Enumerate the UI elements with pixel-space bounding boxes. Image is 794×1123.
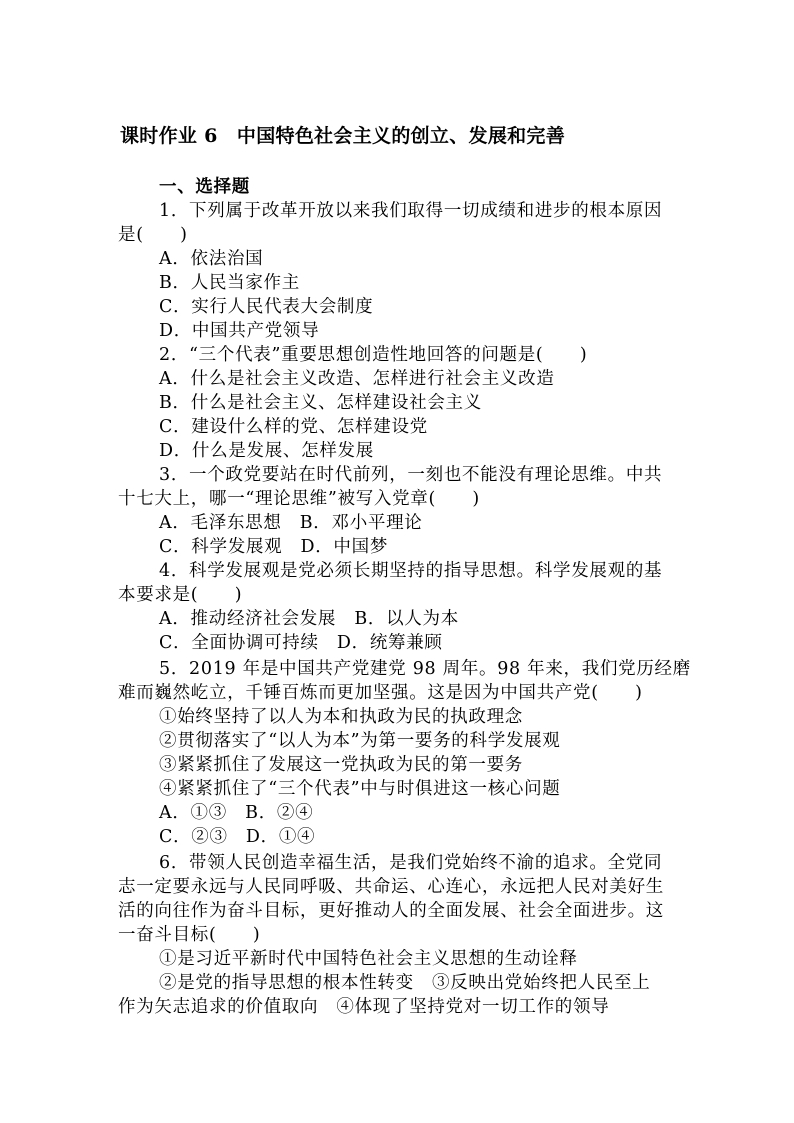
question-line: 是( )	[118, 225, 188, 245]
question-line: 志一定要永远与人民同呼吸、共命运、心连心，永远把人民对美好生	[118, 877, 664, 897]
question-line: 5．2019 年是中国共产党建党 98 周年。98 年来，我们党历经磨	[159, 659, 691, 679]
question-line: 难而巍然屹立，千锤百炼而更加坚强。这是因为中国共产党( )	[118, 683, 643, 703]
question-line: 3．一个政党要站在时代前列，一刻也不能没有理论思维。中共	[159, 465, 663, 485]
statement-line: ②是党的指导思想的根本性转变 ③反映出党始终把人民至上	[159, 973, 651, 993]
question-line: 4．科学发展观是党必须长期坚持的指导思想。科学发展观的基	[159, 561, 663, 581]
question-line: 1．下列属于改革开放以来我们取得一切成绩和进步的根本原因	[159, 201, 663, 221]
option-line: C．科学发展观 D．中国梦	[159, 537, 389, 557]
option-line: A．什么是社会主义改造、怎样进行社会主义改造	[159, 369, 555, 389]
question-line: 一奋斗目标( )	[118, 925, 261, 945]
question-line: 6．带领人民创造幸福生活，是我们党始终不渝的追求。全党同	[159, 853, 663, 873]
option-line: D．什么是发展、怎样发展	[159, 441, 374, 461]
page-title: 课时作业 6 中国特色社会主义的创立、发展和完善	[120, 125, 566, 147]
statement-line: ①是习近平新时代中国特色社会主义思想的生动诠释	[159, 949, 578, 969]
option-line: A．①③ B．②④	[159, 803, 314, 823]
option-line: C．建设什么样的党、怎样建设党	[159, 417, 428, 437]
option-line: A．推动经济社会发展 B．以人为本	[159, 609, 459, 629]
statement-line: ②贯彻落实了“以人为本”为第一要务的科学发展观	[159, 731, 561, 751]
statement-line: ①始终坚持了以人为本和执政为民的执政理念	[159, 707, 523, 727]
statement-line: ③紧紧抓住了发展这一党执政为民的第一要务	[159, 755, 523, 775]
option-line: C．②③ D．①④	[159, 827, 316, 847]
option-line: B．什么是社会主义、怎样建设社会主义	[159, 393, 482, 413]
option-line: C．实行人民代表大会制度	[159, 297, 374, 317]
question-line: 本要求是( )	[118, 585, 243, 605]
section-heading: 一、选择题	[159, 177, 250, 197]
statement-line: 作为矢志追求的价值取向 ④体现了坚持党对一切工作的领导	[118, 997, 610, 1017]
question-line: 十七大上，哪一“理论思维”被写入党章( )	[118, 489, 480, 509]
option-line: C．全面协调可持续 D．统筹兼顾	[159, 633, 443, 653]
option-line: D．中国共产党领导	[159, 321, 320, 341]
question-line: 活的向往作为奋斗目标，更好推动人的全面发展、社会全面进步。这	[118, 901, 664, 921]
question-line: 2．“三个代表”重要思想创造性地回答的问题是( )	[159, 345, 588, 365]
option-line: A．毛泽东思想 B．邓小平理论	[159, 513, 423, 533]
statement-line: ④紧紧抓住了“三个代表”中与时俱进这一核心问题	[159, 779, 561, 799]
option-line: B．人民当家作主	[159, 273, 300, 293]
option-line: A．依法治国	[159, 249, 264, 269]
